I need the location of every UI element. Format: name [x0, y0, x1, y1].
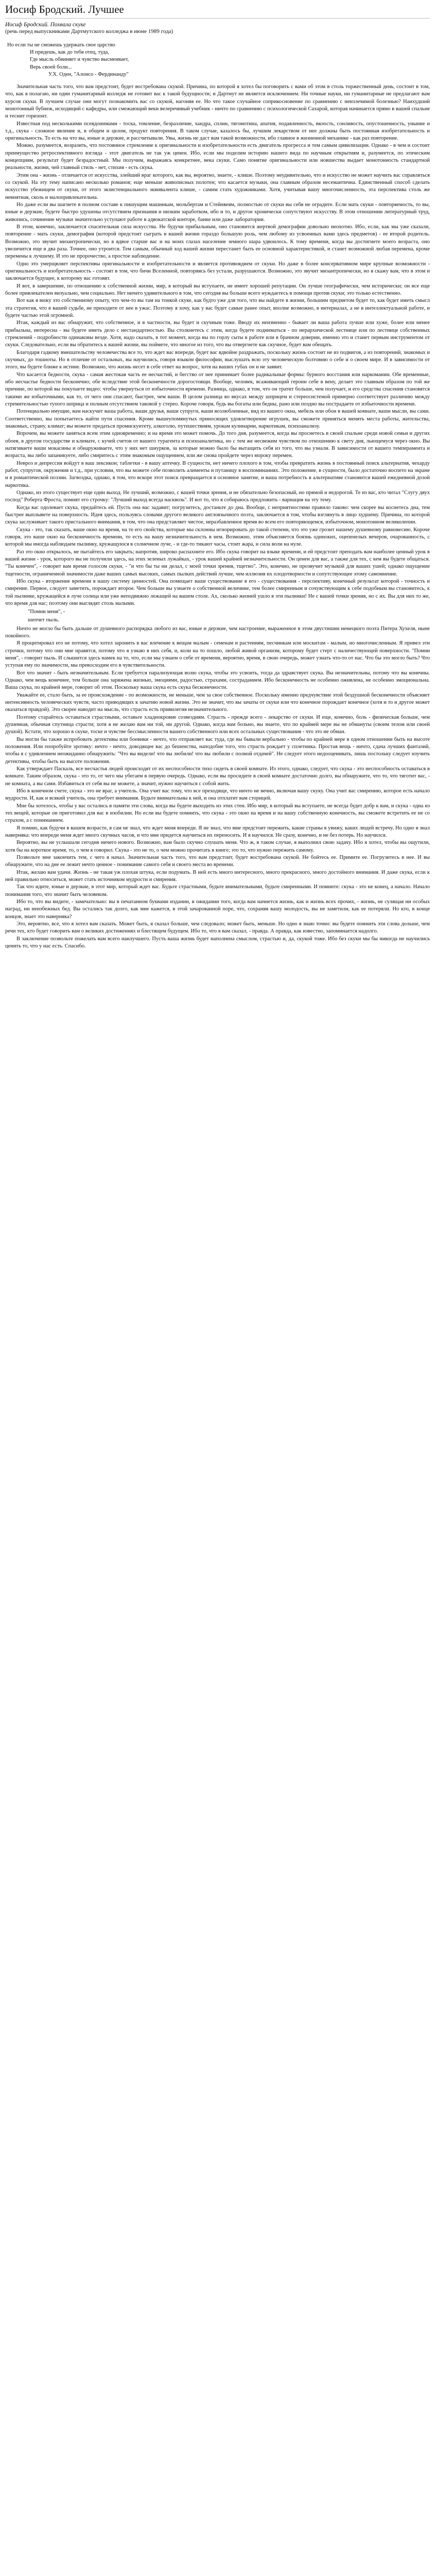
paragraph: В заключение позвольте пожелать вам всего наилучшего. Пусть ваша жизнь будет наполнена смыслом, страстью и, да, скукой тоже. Ибо без скуки мы бы никогда не научились ценить то, что у нас есть. Спасибо.	[5, 936, 430, 949]
paragraph: Итак, желаю вам удачи. Жизнь - не такая уж плохая штука, если подумать. В ней есть много интересного, много прекрасного, много достойного внимания. И даже скука, если к ней правильно относиться, может стать источником мудрости и смирения.	[5, 869, 430, 883]
epigraph-line: И придешь, как до тебя отец, туда,	[30, 49, 110, 56]
paragraph: Как утверждает Паскаль, все несчастья людей происходят от их неспособности тихо сидеть в своей комнате. Из этого, однако, следует, что скука - это неспособность оставаться в комнате. Таким образом, скука - это то, от чего мы убегаем в первую очередь. Однако, если вы просидите в своей комнате достаточно долго, вы обнаружите, что то, что тяготит вас, - не комната, а вы сами. Избавиться от себя вы не можете, а значит, нужно научиться с собой жить.	[5, 766, 430, 787]
paragraph: Ибо то, что вы видите, - замечательно: вы в печатанном буквами издании, в ожидании того, когда вам начнется жизнь, как и жизнь всех прочих, - жизнь, не сулящая ни особых наград, ни неизбежных бед. Вы остались так долго, как мне кажется, в этой зачарованной поре, что, сохраняя вашу молодость, вы не заметили, как ее потеряли. Но кто, в конце концов, знает это наверняка?	[5, 899, 430, 920]
paragraph: Ибо в конечном счете, скука - это не враг, а учитель. Она учит вас тому, что все преходяще, что ничто не вечно, включая вашу скуку. Она учит вас смирению, которое есть начало мудрости. И, как и всякий учитель, она требует внимания. Будьте внимательны к ней, и она отплатит вам сторицей.	[5, 788, 430, 802]
paragraph: Благодаря гадкому вмешательству человечества все то, что ждет вас впереди, будет вас вдвойне раздражать, поскольку жизнь состоит не из подвигов, а из повторений, знакомых и скучных, до тошноты. Но в отличие от остальных, вы научились, говоря языком философии, выслушать всю эту человеческую болтовню о себе и о своем мире. И в зависимости от этого, вы будете ближе к истине. Возможно, что жизнь несет в себе ответ на вопрос, хотя на ваших губах он и не заявит.	[5, 349, 430, 370]
paragraph: шепчет пыль.	[28, 617, 59, 623]
paragraph: Вы могли бы также испробовать детективы или боевики - нечто, что отправляет вас туда, где вы бывали вербально - чтобы по крайней мере в одном отношении быть на высоте положения. Или попробуйте эротику: нечто - нечто, доводящее вас до бешенства, наподобие того, что страсть рождает у сплетника. Простая вещь - ничто, сдача лучших фантазий, чтобы я с удивлением неожиданно обнаружить: "Что вы видели! что вы любили! что вы любили с полной отдачей". Не следует этого недооценивать, лишь постольку следует изучить детективы, чтобы быть на высоте положения.	[5, 736, 430, 765]
epigraph	[7, 42, 430, 78]
paragraph: Значительная часть того, что вам предстоит, будет востребована скукой. Причина, по которой я хотел бы поговорить с вами об этом в столь торжественный день, состоит в том, что, как я полагаю, ни один гуманитарный колледж не готовит вас к такой будущности; и Дартмут не является исключением. Ни точные науки, ни гуманитарные не предлагают вам курсов скуки. В лучшем случае они могут познакомить вас со скукой, нагоняя ее. Но что такое случайное соприкосновение по сравнению с неизлечимой болезнью? Наихудший монотонный бубнеж, исходящий с кафедры, или смежающий веки велеречивый учебник - ничто по сравнению с психологической Сахарой, которая начинается прямо в вашей спальне и теснит горизонт.	[5, 83, 430, 120]
paragraph: Этим она - жизнь - отличается от искусства, злейший враг которого, как вы, вероятно, знаете, - клише. Поэтому неудивительно, что и искусство не может научить вас справляться со скукой. На эту тему написано несколько романов; еще меньше живописных полотен; что касается музыки, она главным образом несемантична. Единственный способ сделать искусство убежищем от скуки, от этого экзистенциального эквивалента клише, - самим стать художниками. Хотя, учитывая вашу многочисленность, эта перспектива столь же невнятная, сколь и малопривлекательна.	[5, 172, 430, 200]
paragraph: Можно, разумеется, возразить, что постоянное стремление к оригинальности и изобретательности есть двигатель прогресса и тем самым цивилизации. Однако - в чем и состоит преимущество ретроспективного взгляда - этот двигатель не так уж ценен. Ибо, если мы поделим историю нашего вида по научным открытиям и, разумеется, по этическим концепциям, результат будет безрадостный. Мы получим, выражаясь конкретнее, века скуки. Само понятие оригинальности или новшества выдает монотонность стандартной реальности, жизни, чей главный стиль - нет, стихия - есть скука.	[5, 143, 430, 171]
paragraph: Вот как я вижу это собственному опыту, что чем-то вы там на тонкой скуке, как будто уже для того, что вы найдете в жизни, большим предметом будет то, как будет иметь смысл эта стратегия, что в вашей судьбе, не приходите от нее в ужас. Поэтому я хочу, как у вас будет самые ранее опыт, вполне возможно, в интерналах, а не в интеллектуальной работе, и будете частью этой огромной.	[5, 298, 430, 319]
paragraph: Однако, из этого существует еще один выход. Не лучший, возможно, с вашей точки зрения, и не обязательно безопасный, но прямой и недорогой. Те из вас, кто читал "Слугу двух господ" Роберта Фроста, помнят его строчку: "Лучший выход всегда насквозь". И вот то, что я собираюсь предложить - вариация на эту тему.	[5, 489, 430, 503]
paragraph: Скука - это, так сказать, ваше окно на время, на те его свойства, которые мы склонны игнорировать до такой степени, что это уже грозит нашему душевному равновесию. Короче говоря, это ваше окно на бесконечность времени, то есть на вашу незначительность в нем. Возможно, этим объясняется боязнь одиноких, оцепенелых вечеров, очарованность, с которой мы иногда наблюдаем пылинку, кружащуюся в солнечном луче, - и где-то тикают часы, стоит жара, и сила воли на нуле.	[5, 527, 430, 548]
paragraph: Ничто не могло бы быть дальше от душевного распорядка любого из вас, юные и дерзкие, чем настроение, выраженное в этом двустишии немецкого поэта Питера Хухеля, ныне покойного.	[5, 625, 430, 639]
epigraph-line: Где мысль обвиняет и чувство высмеивает,	[30, 57, 129, 63]
paragraph: Уважайте ее, стало быть, за ее происхождение - по возможности, не меньше, чем за свое собственное. Поскольку именно предчувствие этой бездушной бесконечности объясняет интенсивность человеческих чувств, часто приводящих к зачатию новой жизни. Это не значит, что вы зачаты от скуки или что конечное порождает конечное (хотя и то и другое может оказаться правдой). Это скорее наводит на мысль, что страсть есть привилегия незначительного.	[5, 692, 430, 713]
paragraph: Так что идите, юные и дерзкие, в этот мир, который ждет вас. Будьте страстными, будьте внимательными, будьте смиренными. И помните: скука - это не конец, а начало. Начало понимания того, что значит быть человеком.	[5, 884, 430, 897]
paragraph: "Помни меня", -	[28, 609, 65, 615]
paragraph: В этом, конечно, заключается спасительная сила искусства. Не будучи прибыльным, оно становится жертвой демографии довольно неохотно. Ибо, если, как мы уже сказали, повторение - мать скуки, демография (которой предстоит сыграть в вашей жизни гораздо большую роль, чем любому из усвоенных вами здесь предметов) - ее второй родитель. Возможно, это звучит мизантропически, но я вдвое старше вас и на моих глазах население земного шара удвоилось. К тому времени, когда вы достигнете моего возраста, оно увеличится еще в два раза. Точнее, оно утроится. Тем самым, обычный ход вашей жизни перестанет быть ее основной характеристикой, и станет возможной любая перемена, кроме перемены к лучшему. И это не пророчество, а простое наблюдение.	[5, 224, 430, 260]
paragraph: Потенциально имущие, вам наскучит ваша работа, ваши друзья, ваши супруги, ваши возлюбленные, вид из вашего окна, мебель или обои в вашей комнате, ваши мысли, вы сами. Соответственно, вы попытаетесь найти пути спасения. Кроме вышеупомянутых приносящих удовлетворение игрушек, вы сможете приняться менять места работы, жительства, знакомых, страну, климат; вы можете предаться промискуитету, алкоголю, путешествиям, урокам кулинарии, наркотикам, психоанализу.	[5, 409, 430, 429]
paragraph: И вот, в завершение, по отношению к собственной жизни, мир, в который вы вступаете, не имеет хорошей репутации. Он лучше географически, чем исторически; он все еще более привлекателен визуально, чем социально. Нет ничего удивительного в том, что сегодня вы больше всего нуждаетесь в помощи против скуки; это только естественно.	[5, 283, 430, 297]
paragraph: Невроз и депрессия войдут в ваш лексикон; таблетки - в вашу аптечку. В сущности, нет ничего плохого в том, чтобы превратить жизнь в постоянный поиск альтернатив, чехарду работ, супругов, окружения и т.д., при условии, что вы можете себе позволить алименты и путаницу в воспоминаниях. Это положение, в сущности, было достаточно воспето на экране и в романтической поэзии. Загвоздка, однако, в том, что вскоре этот поиск превращается в основное занятие, и ваша потребность в альтернативе становится вашей ежедневной дозой наркотика.	[5, 460, 430, 488]
paragraph: Когда вас одолевает скука, предайтесь ей. Пусть она вас задавит; погрузитесь, достаньте до дна. Вообще, с неприятностями правило таково: чем скорее вы коснетесь дна, тем быстрее выплывете на поверхность. Идея здесь, пользуясь словами другого великого англоязычного поэта, заключается в том, чтобы взглянуть в лицо худшему. Причина, по которой скука заслуживает такого пристального внимания, в том, что она представляет чистое, неразбавленное время во всем его повторяющемся, избыточном, монотонном великолепии.	[5, 504, 430, 526]
article-body	[5, 83, 430, 950]
paragraph: Я помню, как будучи в вашем возрасте, я сам не знал, что ждет меня впереди. Я не знал, что мне предстоит пережить, какие страны я увижу, каких людей встречу. Но одно я знал наверняка: что впереди меня ждет много скучных часов, и что мне придется научиться их переносить. И я научился. Не сразу, конечно, и не без потерь. Но научился.	[5, 825, 430, 838]
paragraph: Известная под несколькими псевдонимами - тоска, томление, безразличие, хандра, сплин, тягомотина, апатия, подавленность, вялость, сонливость, опустошенность, уныние и т.д., скука - сложное явление и, в общем и целом, продукт повторения. В таком случае, казалось бы, лучшим лекарством от нее должны быть постоянная изобретательность и оригинальность. То есть на что вы, юные и дерзкие, и рассчитывали. Увы, жизнь не даст вам такой возможности, ибо главное в жизненной механике - как раз повторение.	[5, 121, 430, 142]
paragraph: Но даже если вы шагнете в полном составе к пишущим машинкам, мольбертам и Стейнвеям, полностью от скуки вы себя не оградите. Если мать скуки - повторяемость, то вы, юные и дерзкие, будете быстро удушены отсутствием признания и низким заработком, ибо и то, и другое хронически сопутствуют искусству. В этом отношении литературный труд, живопись, сочинение музыки значительно уступают работе в адвокатской конторе, банке или даже лаборатории.	[5, 202, 430, 223]
paragraph: Ибо скука - вторжение времени в нашу систему ценностей. Она помещает ваше существование в его - существования - перспективу, конечный результат которой - точность и смирение. Первое, следует заметить, порождает второе. Чем больше вы узнаете о собственной величине, тем более смиренным и сочувствующим к себе подобным вы становитесь, к той пылинке, кружащейся в луче солнца или уже неподвижно лежащей на вашем столе. Ах, сколько жизней ушло в эти пылинки! Не с вашей точки зрения, но с их. Вы для них то же, что время для нас; поэтому они выглядят столь малыми.	[5, 578, 430, 606]
page-title: Иосиф Бродский. Лучшее	[5, 3, 430, 19]
epigraph-line: Верь своей боли...	[30, 64, 72, 70]
paragraph: Я процитировал его не потому, что хотел заронить в вас влечение к вещам малым - семенам и растениям, песчинкам или москитам - малым, но многочисленным. Я привел эти строчки, потому что они мне нравятся, потому что я узнаю в них себя, и, коли на то пошло, любой живой организм, которому будет стерт с наличествующей поверхности. "Помни меня", - говорит пыль. И слышится здесь намек на то, что, если мы узнаем о себе от времени, вероятно, время, в свою очередь, может узнать что-то от нас. Что бы это могло быть? Что уступая ему по значимости, мы превосходим его в чувствительности.	[5, 640, 430, 669]
paragraph: Поэтому старайтесь оставаться страстными, оставьте хладнокровие созвездиям. Страсть - прежде всего - лекарство от скуки. И еще, конечно, боль - физическая больше, чем душевная, обычная спутница страсти; хотя я не желаю вам ни той, ни другой. Однако, когда вам больно, вы знаете, что по крайней мере вы не обмануты (своим телом или своей душой). Кстати, что хорошо в скуке, тоске и чувстве бессмысленности вашего собственного или всех остальных существования - что это не обман.	[5, 714, 430, 735]
paragraph: Позвольте мне закончить тем, с чего я начал. Значительная часть того, что вам предстоит, будет востребована скукой. Не бойтесь ее. Примите ее. Погрузитесь в нее. И вы обнаружите, что на дне ее лежит нечто ценное - понимание самого себя и своего места во времени.	[5, 854, 430, 868]
paragraph: Итак, каждый из вас обнаружит, что собственное, и в частности, вы будет и скучным тоже. Вводу их неизменно - бывает ли ваша работа лучше или хуже, более или менее прибыльна, интересна - вы будете иметь дело с нестандартностью. Вы столкнетесь с этим, когда будете подниматься - по иерархической лестнице или по лестнице собственных стремлений - подробности одинаковы везде. Хотя, надо сказать, в тот момент, когда вы по горлу сыты в работе или в брачном доверии, именно это и станет первым инструментом от скуки. Следовательно, если вы обратитесь к вашей жизни, вы поймете, что многое из того, что вы отвергнете как скучное, будет вам обещать.	[5, 320, 430, 348]
epigraph-line: Но если ты не сможешь удержать свое царство	[7, 42, 115, 48]
paragraph: Что касается бедности, скука - самая жестокая часть ее несчастий, и бегство от нее принимает более радикальные формы: бурного восстания или наркомании. Обе временные, ибо несчастье бедности бесконечно; обе вследствие этой бесконечности дорогостоящи. Вообще, человек, всаживающий героин себе в вену, делает это главным образом по той же причине, по которой вы покупаете видео: чтобы увернуться от избыточности времени. Разница, однако, в том, что он тратит больше, чем получает, и его средства спасения становятся такими же избыточными, как то, от чего они спасают, быстрее, чем ваши. В целом разница во вкусах между шприцем и стереосистемой примерно соответствует различию между стремительностью тупого шприца и полным отсутствием таковой у стерео. Короче говоря, будь вы богаты или бедны, рано или поздно вы пострадаете от избыточности времени.	[5, 371, 430, 407]
article-subtitle: (речь перед выпускниками Дартмутского колледжа в июне 1989 года)	[5, 28, 173, 35]
paragraph: Вероятно, вы не услышали сегодня ничего нового. Возможно, вам было скучно слушать меня. Что ж, в таком случае, я выполнил свою задачу. Ибо я хотел, чтобы вы ощутили, хотя бы на короткое время, то, о чем я говорил. Скука - это не то, о чем можно прочитать в книге; это то, что нужно пережить самому.	[5, 840, 430, 853]
paragraph: Впрочем, вы можете заняться всем этим одновременно; и на время это может помочь. До того дня, разумеется, когда вы проснетесь в своей спальне среди новой семьи и других обоев, в другом государстве и климате, с кучей счетов от вашего турагента и психоаналитика, но с тем же несвежим чувством по отношению к свету дня, льющемуся через окно. Вы натягиваете ваши мокасины и обнаруживаете, что у них нет шнурков, за которые можно было бы вытащить себя из того, что вы узнали. В зависимости от вашего темперамента и возраста, вы либо запаникуете, либо смиритесь с этим знакомым ощущением, или же снова пройдете через мороку перемен.	[5, 431, 430, 459]
paragraph: Вот что значит - быть незначительным. Если требуется парализующая волю скука, чтобы это усвоить, тогда да здравствует скука. Вы незначительны, потому что вы конечны. Однако, чем вещь конечнее, тем больше она заряжена жизнью, эмоциями, радостью, страхами, состраданием. Ибо бесконечность не особенно оживлена, не особенно эмоциональна. Ваша скука, по крайней мере, говорит об этом. Поскольку ваша скука есть скука бесконечности.	[5, 670, 430, 691]
paragraph: Одно это умерщвляет перспективы оригинальности и изобретательности и является противоядием от скуки. Но даже в более консервативном мире крупные возможности - оригинальность и изобретательность - состоят в том, что бичи Вселенной, повторяясь без устали, разрушаются. Возможно, это звучит мизантропически, но я скажу вам, что в этом и заключается будущее, к которому вас готовят.	[5, 261, 430, 282]
paragraph: Мне бы хотелось, чтобы у вас остались в памяти эти слова, когда вы будете выходить из этих стен. Ибо мир, в который вы вступаете, не всегда будет добр к вам, и скука - одна из тех вещей, которые он приготовил для вас в изобилии. Но если вы будете помнить, что скука - это окно на время и на вашу собственную конечность, вы сможете встретить ее не со страхом, а с пониманием.	[5, 803, 430, 824]
paragraph: Это, вероятно, все, что я хотел вам сказать. Может быть, я сказал больше, чем следовало; может быть, меньше. Но одно я знаю точно: вы будете помнить эти слова дольше, чем речи тех, кто будет говорить вам о великих достижениях и блестящем будущем. Ибо то, что я вам сказал, - правда. А правда, как известно, запоминается надолго.	[5, 921, 430, 935]
paragraph: Раз это окно открылось, не пытайтесь его закрыть; напротив, широко распахните его. Ибо скука говорит на языке времени, и ей предстоит преподать вам наиболее ценный урок в вашей жизни - урок, которого вы не получили здесь, на этих зеленых лужайках, - урок вашей крайней незначительности. Он ценен для вас, а также для тех, с кем вы будете общаться. "Ты конечен", - говорит вам время голосом скуки, - "и что бы ты ни делал, с моей точки зрения, тщетно". Это, конечно, не прозвучит музыкой для ваших ушей; однако ощущение тщетности, ограниченной значимости даже ваших самых высоких, самых пылких действий лучше, чем иллюзия их плодотворности и сопутствующее этому самомнение.	[5, 549, 430, 577]
article-author: Иосиф Бродский. Похвала скуке	[5, 22, 86, 28]
epigraph-signature: У.Х. Оден, "Алонсо - Фердинанду"	[48, 71, 129, 77]
